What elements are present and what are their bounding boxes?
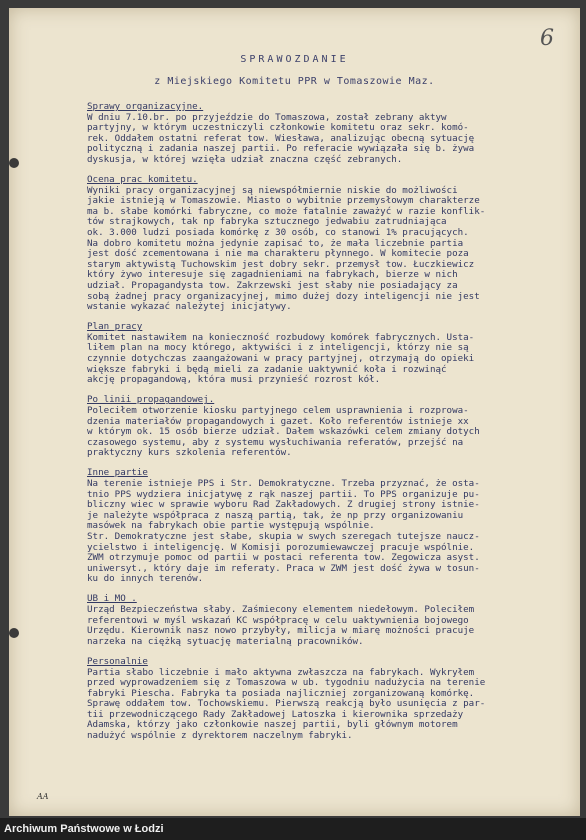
text-line: referentowi w myśl wskazań KC współpracę w celu uaktywnienia bojowego xyxy=(87,614,469,626)
section-heading: Ocena prac komitetu. xyxy=(87,174,198,186)
text-line: masówek na fabrykach obie partie występują wspólnie. xyxy=(87,520,375,532)
text-line: dzenia materiałów propagandowych i gazet. Koło referentów istnieje xx xyxy=(87,415,469,427)
section-other-parties xyxy=(87,468,577,585)
text-line: wstanie wykazać należytej inicjatywy. xyxy=(87,301,292,313)
section-organizational xyxy=(87,102,577,166)
text-line: je należyte współpraca z naszą partią, tak, że np przy organizowaniu xyxy=(87,509,464,521)
text-line: Komitet nastawiłem na konieczność rozbudowy komórek fabrycznych. Usta- xyxy=(87,331,475,343)
section-work-plan xyxy=(87,322,577,386)
text-line: partyjny, w którym uczestniczyli członkowie komitetu oraz sekr. komó- xyxy=(87,122,469,134)
text-line: który żywo interesuje się zagadnieniami na fabrykach, bierze w nich xyxy=(87,269,458,281)
text-line: W dniu 7.10.br. po przyjeździe do Tomaszowa, został zebrany aktyw xyxy=(87,111,447,123)
text-line: czynnie dotychczas zaangażowani w pracy partyjnej, otrzymają do opieki xyxy=(87,353,475,365)
document-title: SPRAWOZDANIE xyxy=(240,54,349,65)
section-heading: Po linii propagandowej. xyxy=(87,394,215,406)
section-personnel xyxy=(87,657,577,742)
text-line: ycielstwo i inteligencję. W Komisji porozumiewawczej pracuje wspólnie. xyxy=(87,541,475,553)
text-line: ZWM otrzymuje pomoc od partii w postaci referenta tow. Zegowicza asyst. xyxy=(87,552,480,564)
text-line: Urząd Bezpieczeństwa słaby. Zaśmiecony elementem niedełowym. Poleciłem xyxy=(87,604,475,616)
text-line: uniwersyt., który daje im referaty. Praca w ZWM jest dość żywa w tosun- xyxy=(87,562,480,574)
text-line: ku do innych terenów. xyxy=(87,573,204,585)
text-line: Adamska, którzy jako członkowie naszej partii, byli głównym motorem xyxy=(87,719,458,731)
text-line: nadużyć wspólnie z dyrektorem naczelnym fabryki. xyxy=(87,730,353,742)
text-line: udział. Propagandysta tow. Zakrzewski jest słaby nie posiadający za xyxy=(87,280,458,291)
punch-hole xyxy=(9,628,19,638)
text-line: starym aktywistą Tuchowskim jest dobry sekr. przemysł tow. Łuczkiewicz xyxy=(87,258,475,270)
section-heading: Plan pracy xyxy=(87,321,143,333)
text-line: tii przewodniczącego Rady Zakładowej Latoszka i kierownika sprzedaży xyxy=(87,708,464,720)
text-line: ok. 3.000 ludzi posiada komórkę z 30 osób, co stanowi 1% pracujących. xyxy=(87,227,469,239)
section-heading: Inne partie xyxy=(87,467,148,479)
text-line: narzeka na ciężką sytuację materialną pracowników. xyxy=(87,635,364,647)
text-line: czasowego systemu, aby z systemu wysłuchiwania referatów, przejść na xyxy=(87,436,464,448)
section-heading: Personalnie xyxy=(87,655,148,667)
text-line: Sprawę oddałem tow. Tochowskiemu. Pierwszą reakcją było usunięcia z par- xyxy=(87,698,486,710)
section-heading: UB i MO . xyxy=(87,593,137,605)
text-line: Poleciłem otworzenie kiosku partyjnego celem usprawnienia i rozprowa- xyxy=(87,404,469,416)
section-ub-mo xyxy=(87,594,577,647)
text-line: akcję propagandową, która musi przynieść rozrost kół. xyxy=(87,374,381,386)
text-line: Partia słabo liczebnie i mało aktywna zwłaszcza na fabrykach. Wykryłem xyxy=(87,666,475,678)
text-line: Urzędu. Kierownik nasz nowo przybyły, milicja w miarę możności pracuje xyxy=(87,625,475,637)
punch-hole xyxy=(9,158,19,168)
text-line: bliczny wiec w sprawie wyboru Rad Zakładowych. Z drugiej strony istnie- xyxy=(87,499,480,511)
text-line: ma b. słabe komórki fabryczne, co może fatalnie zaważyć w razie konflik- xyxy=(87,205,486,217)
text-line: liłem plan na mocy którego, aktywiści i z inteligencji, którzy nie są xyxy=(87,342,469,354)
archive-label: Archiwum Państwowe w Łodzi xyxy=(4,823,164,835)
text-line: polityczną i zadania naszej partii. Po referacie wywiązała się b. żywa xyxy=(87,143,475,155)
section-propaganda xyxy=(87,395,577,459)
text-line: dyskusja, w której wzięła udział znaczna część zebranych. xyxy=(87,153,403,165)
text-line: Str. Demokratyczne jest słabe, skupia w swych szeregach tutejsze naucz- xyxy=(87,530,480,542)
text-line: tnio PPS wydziera inicjatywę z rąk naszej partii. To PPS organizuje pu- xyxy=(87,488,480,500)
section-heading: Sprawy organizacyjne. xyxy=(87,101,204,112)
page-number: 6 xyxy=(540,26,554,51)
document-subtitle: z Miejskiego Komitetu PPR w Tomaszowie Maz. xyxy=(154,76,435,87)
document-body xyxy=(87,102,577,751)
text-line: Na terenie istnieje PPS i Str. Demokratyczne. Trzeba przyznać, że osta- xyxy=(87,478,480,489)
document-page xyxy=(9,8,580,816)
text-line: tów strajkowych, tak np fabryka sztucznego jedwabiu zatrudniająca xyxy=(87,216,447,228)
text-line: większe fabryki i będą mieli za zadanie uaktywnić koła i rozwinąć xyxy=(87,363,447,375)
text-line: Na dobro komitetu można jedynie zapisać to, że mała liczebnie partia xyxy=(87,237,464,249)
text-line: Wyniki pracy organizacyjnej są niewspółmiernie niskie do możliwości xyxy=(87,184,458,196)
text-line: sobą żadnej pracy organizacyjnej, mimo dużej dozy inteligencji nie jest xyxy=(87,290,480,302)
text-line: w którym ok. 15 osób bierze udział. Dałem wskazówki celem zmiany dotych xyxy=(87,426,480,438)
text-line: jakie istnieją w Tomaszowie. Miasto o wybitnie przemysłowym charakterze xyxy=(87,195,480,207)
section-committee-assessment xyxy=(87,175,577,313)
margin-note: AA xyxy=(37,792,49,801)
text-line: rek. Oddałem ostatni referat tow. Wiesława, analizując obecną sytuację xyxy=(87,132,475,144)
text-line: przed wyprowadzeniem się z Tomaszowa w ub. tygodniu nadużycia na terenie xyxy=(87,677,486,689)
text-line: jest dość zcementowana i nie ma charakteru płynnego. W komitecie poza xyxy=(87,248,469,260)
text-line: fabryki Piescha. Fabryka ta posiada najliczniej zorganizowaną komórkę. xyxy=(87,687,475,699)
text-line: praktyczny kurs szkolenia referentów. xyxy=(87,447,292,459)
